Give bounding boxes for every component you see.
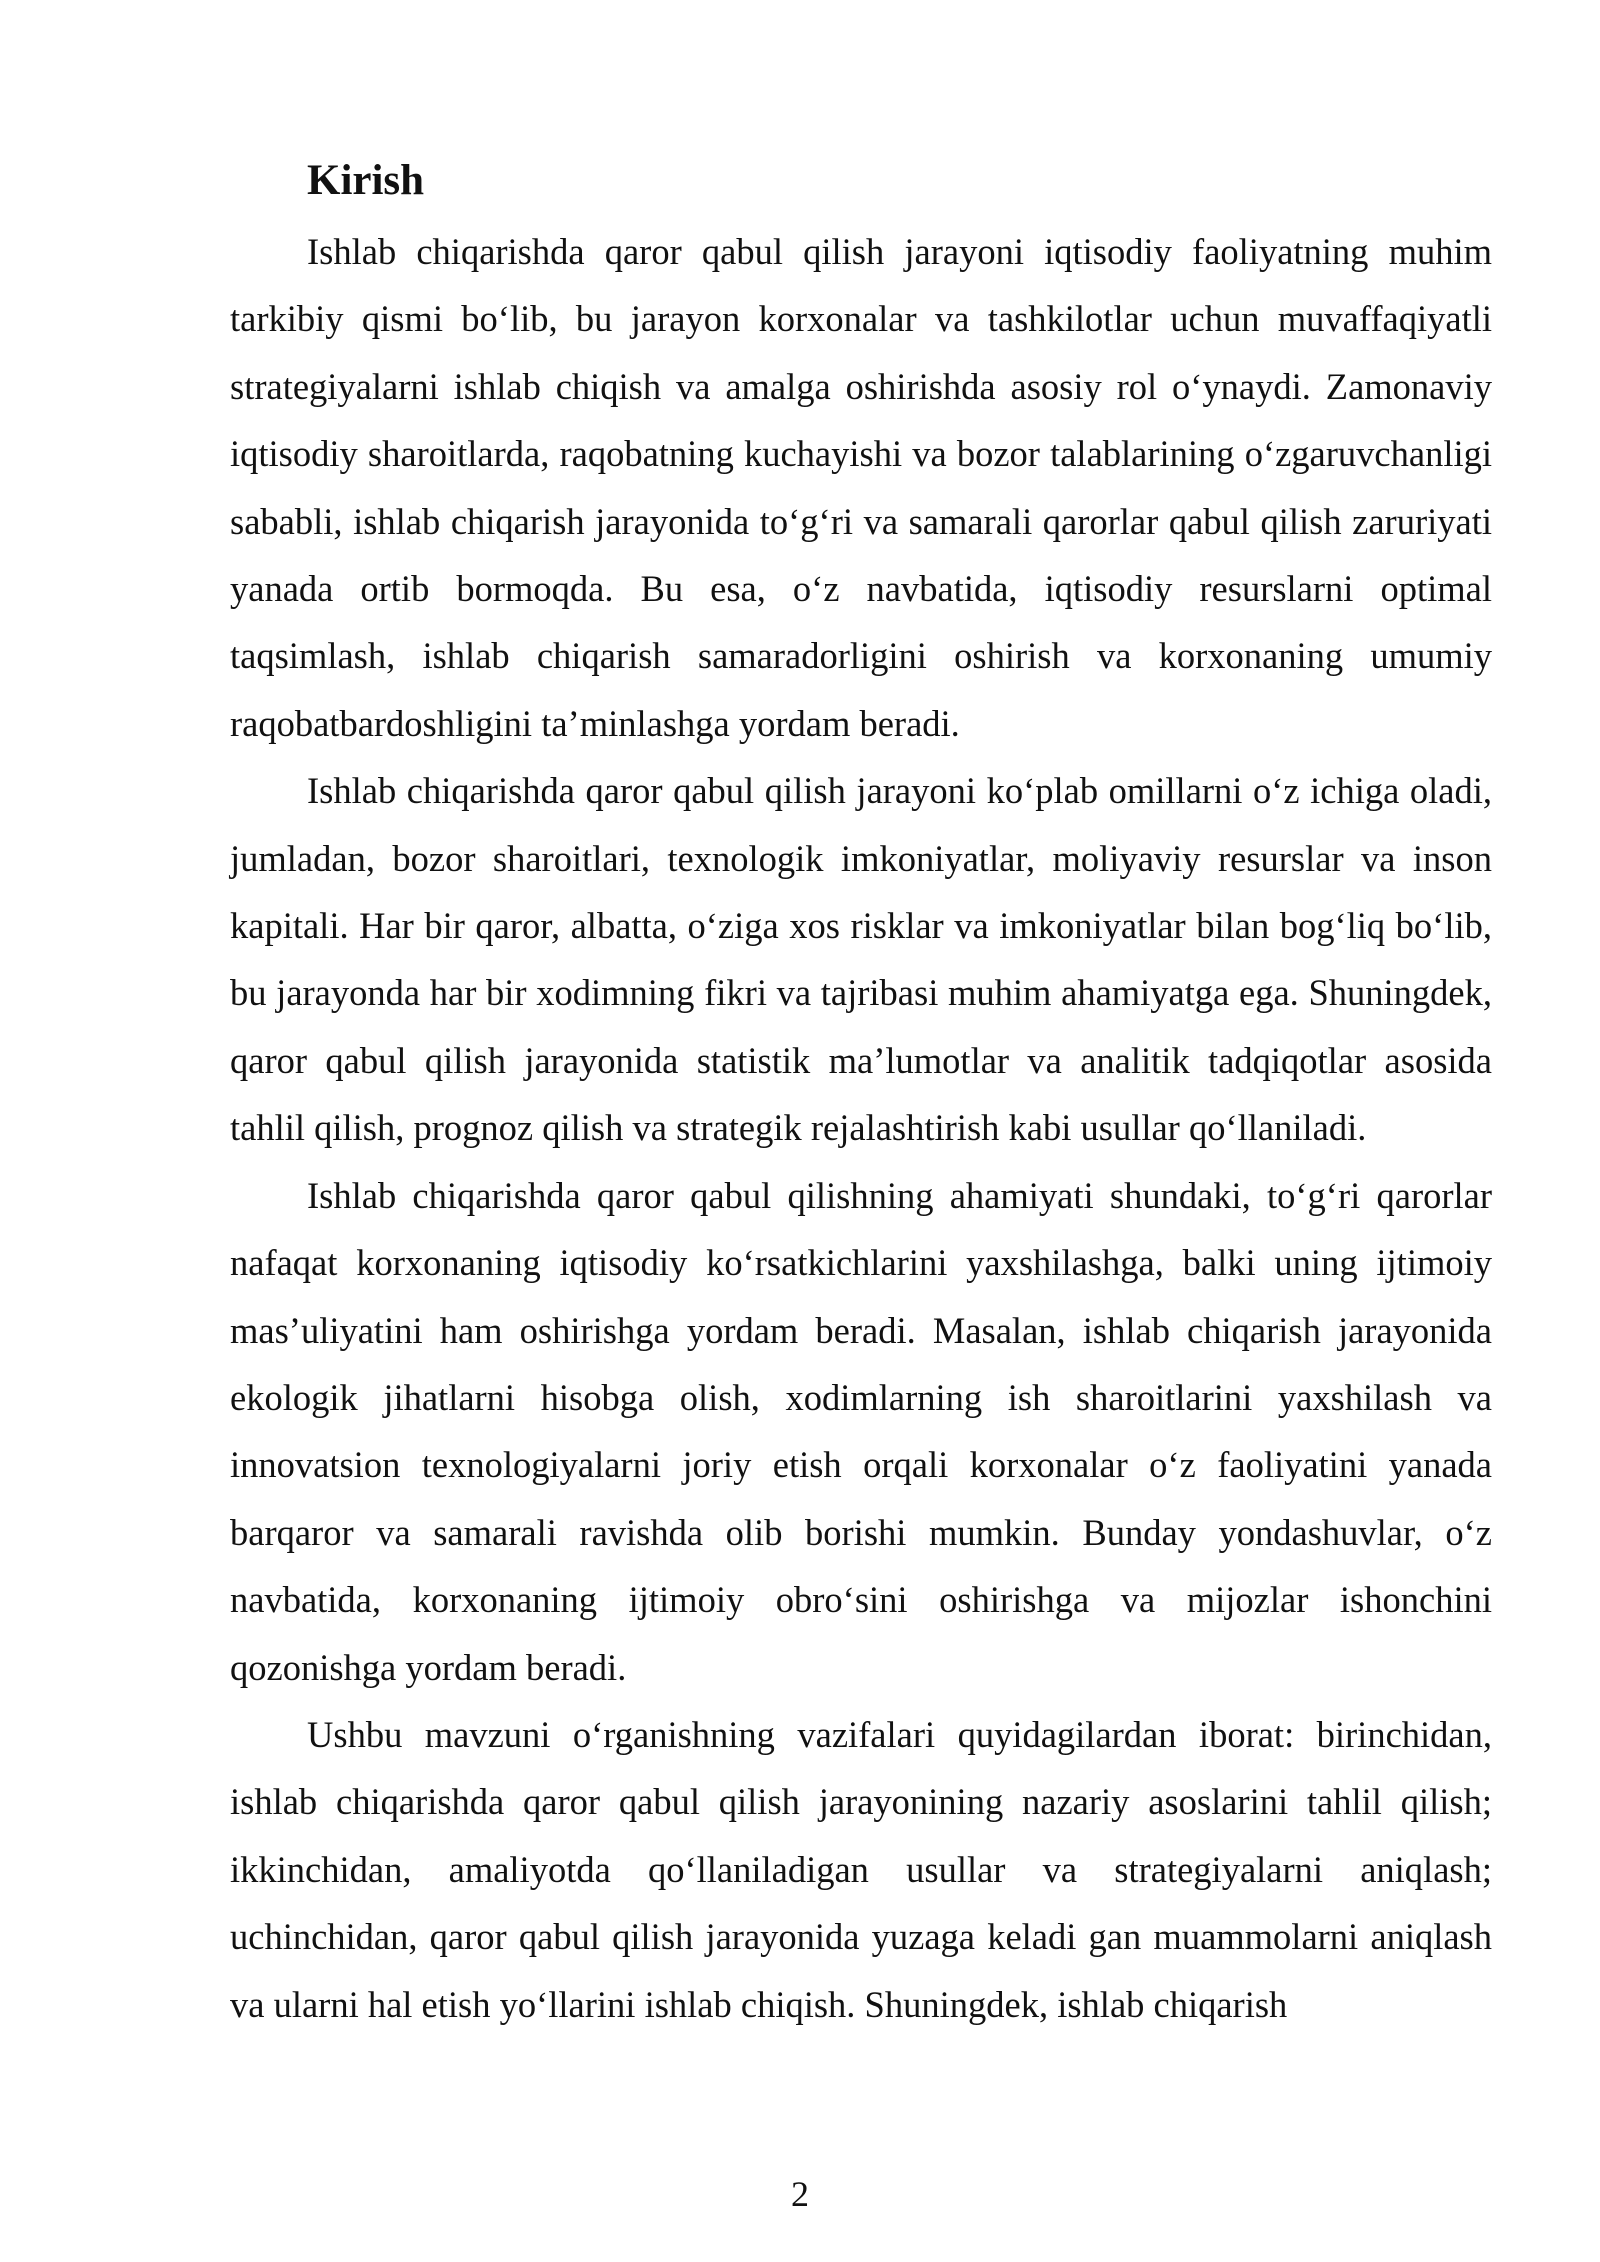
- paragraph-3: Ishlab chiqarishda qaror qabul qilishning ahamiyati shundaki, to‘g‘ri qarorlar nafaqat korxonaning iqtisodiy ko‘rsatkichlarini yaxshilashga, balki uning ijtimoiy mas’uliyatini ham oshirishga yordam beradi. Masalan, ishlab chiqarish jarayonida ekologik jihatlarni hisobga olish, xodimlarning ish sharoitlarini yaxshilash va innovatsion texnologiyalarni joriy etish orqali korxonalar o‘z faoliyatini yanada barqaror va samarali ravishda olib borishi mumkin. Bunday yondashuvlar, o‘z navbatida, korxonaning ijtimoiy obro‘sini oshirishga va mijozlar ishonchini qozonishga yordam beradi.: [230, 1174, 1492, 1688]
- paragraph-1: Ishlab chiqarishda qaror qabul qilish jarayoni iqtisodiy faoliyatning muhim tarkibiy qismi bo‘lib, bu jarayon korxonalar va tashkilotlar uchun muvaffaqiyatli strategiyalarni ishlab chiqish va amalga oshirishda asosiy rol o‘ynaydi. Zamonaviy iqtisodiy sharoitlarda, raqobatning kuchayishi va bozor talablarining o‘zgaruvchanligi sababli, ishlab chiqarish jarayonida to‘g‘ri va samarali qarorlar qabul qilish zaruriyati yanada ortib bormoqda. Bu esa, o‘z navbatida, iqtisodiy resurslarni optimal taqsimlash, ishlab chiqarish samaradorligini oshirish va korxonaning umumiy raqobatbardoshligini ta’minlashga yordam beradi.: [230, 231, 1492, 744]
- paragraph-4: Ushbu mavzuni o‘rganishning vazifalari quyidagilardan iborat: birinchidan, ishlab chiqarishda qaror qabul qilish jarayonining nazariy asoslarini tahlil qilish; ikkinchidan, amaliyotda qo‘llaniladigan usullar va strategiyalarni aniqlash; uchinchidan, qaror qabul qilish jarayonida yuzaga keladi gan muammolarni aniqlash va ularni hal etish yo‘llarini ishlab chiqish. Shuningdek, ishlab chiqarish: [230, 1713, 1492, 2025]
- page-content: [230, 148, 1492, 2038]
- page-number: 2: [791, 2174, 809, 2214]
- section-heading: Kirish: [307, 157, 425, 204]
- paragraph-2: Ishlab chiqarishda qaror qabul qilish jarayoni ko‘plab omillarni o‘z ichiga oladi, jumladan, bozor sharoitlari, texnologik imkoniyatlar, moliyaviy resurslar va inson kapitali. Har bir qaror, albatta, o‘ziga xos risklar va imkoniyatlar bilan bog‘liq bo‘lib, bu jarayonda har bir xodimning fikri va tajribasi muhim ahamiyatga ega. Shuningdek, qaror qabul qilish jarayonida statistik ma’lumotlar va analitik tadqiqotlar asosida tahlil qilish, prognoz qilish va strategik rejalashtirish kabi usullar qo‘llaniladi.: [230, 770, 1492, 1149]
